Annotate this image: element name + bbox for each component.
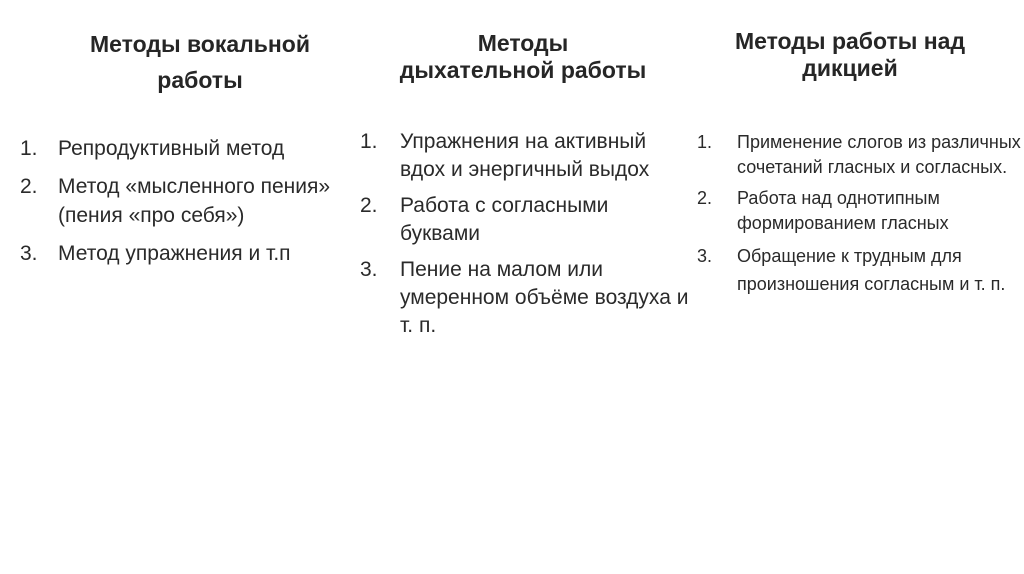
list-item-text: Метод упражнения и т.п (58, 242, 291, 265)
list-item (697, 186, 1024, 236)
list-item-number: 3. (360, 258, 378, 281)
list-item-text: Применение слогов из различных сочетаний гласных и согласных. (737, 132, 1021, 177)
list-item (360, 128, 690, 184)
heading-line: дикцией (802, 55, 898, 81)
list-item-text: Упражнения на активный вдох и энергичный выдох (400, 130, 650, 181)
list-item (360, 256, 690, 340)
list-item-number: 1. (20, 137, 38, 160)
list-item-number: 1. (697, 132, 713, 152)
column-heading-breathing (368, 30, 678, 84)
list-item-number: 2. (697, 188, 713, 208)
list-item (360, 192, 690, 248)
list-item-number: 1. (360, 130, 378, 153)
list-item-number: 3. (20, 242, 38, 265)
list-item (697, 130, 1024, 180)
list-item-text: Обращение к трудным для произношения согласным и т. п. (737, 246, 1006, 294)
list-item (20, 134, 370, 163)
list-item-number: 3. (697, 246, 713, 266)
list-item (20, 172, 370, 230)
column-heading-diction (700, 28, 1000, 82)
heading-line: Методы работы над (734, 28, 966, 54)
heading-line: Методы (477, 30, 569, 56)
list-item-number: 2. (360, 194, 378, 217)
list-item-text: Метод «мысленного пения» (пения «про себя») (58, 175, 331, 227)
list-diction-methods (697, 130, 1024, 304)
column-heading-vocal (55, 26, 345, 98)
list-vocal-methods (20, 134, 370, 277)
list-item-text: Репродуктивный метод (58, 137, 285, 160)
list-item-text: Работа с согласными буквами (400, 194, 609, 245)
list-item (697, 242, 1024, 298)
list-item (20, 239, 370, 268)
list-item-text: Пение на малом или умеренном объёме воздуха и т. п. (400, 258, 689, 337)
list-item-text: Работа над однотипным формированием гласных (737, 188, 949, 233)
heading-line: дыхательной работы (399, 57, 647, 83)
list-breathing-methods (360, 128, 690, 348)
heading-line: Методы вокальной (89, 31, 310, 57)
heading-line: работы (157, 67, 243, 93)
list-item-number: 2. (20, 175, 38, 198)
